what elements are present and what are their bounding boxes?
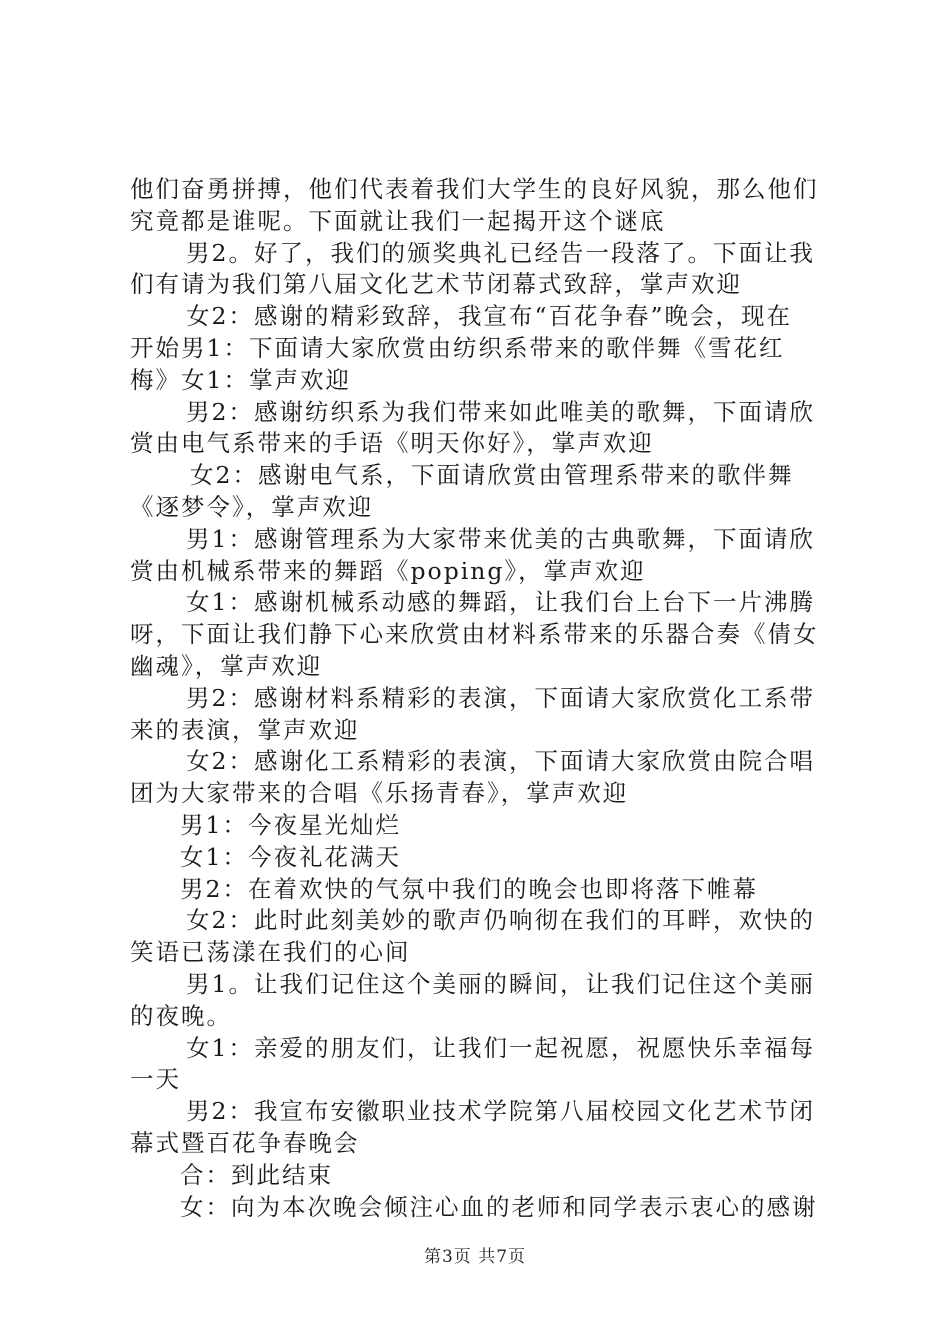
text-line: 梅》女1：掌声欢迎 [130,365,351,394]
page-number: 第3页 共7页 [423,1247,527,1267]
text-line: 一天 [130,1065,181,1094]
paragraph [130,1096,830,1160]
paragraph [130,746,830,810]
text-line: 呀，下面让我们静下心来欣赏由材料系带来的乐器合奏《倩女 [130,620,819,649]
paragraph [130,587,830,682]
text-line: 赏由机械系带来的舞蹈《poping》，掌声欢迎 [130,556,646,585]
text-line: 男1：今夜星光灿烂 [180,810,401,839]
text-line: 的夜晚。 [130,1001,232,1030]
paragraph [130,1160,830,1192]
text-line: 女2：感谢化工系精彩的表演，下面请大家欣赏由院合唱 [186,747,815,776]
text-line: 男2：感谢纺织系为我们带来如此唯美的歌舞，下面请欣 [186,397,815,426]
text-line: 男2：在着欢快的气氛中我们的晚会也即将落下帷幕 [180,874,758,903]
paragraph [130,301,830,396]
text-line: 女1：亲爱的朋友们，让我们一起祝愿，祝愿快乐幸福每 [186,1033,815,1062]
paragraph [130,397,830,461]
text-line: 男1。让我们记住这个美丽的瞬间，让我们记住这个美丽 [186,969,815,998]
paragraph [130,238,830,302]
text-line: 幕式暨百花争春晚会 [130,1128,360,1157]
paragraph [130,1033,830,1097]
text-line: 男2：感谢材料系精彩的表演，下面请大家欣赏化工系带 [186,683,815,712]
text-line: 们有请为我们第八届文化艺术节闭幕式致辞，掌声欢迎 [130,270,742,299]
text-line: 女2：感谢电气系，下面请欣赏由管理系带来的歌伴舞 [190,461,794,490]
text-line: 女：向为本次晚会倾注心血的老师和同学表示衷心的感谢 [180,1192,818,1221]
text-line: 来的表演，掌声欢迎 [130,715,360,744]
text-line: 女1：今夜礼花满天 [180,842,401,871]
paragraph [130,683,830,747]
text-line: 笑语已荡漾在我们的心间 [130,938,411,967]
text-line: 女2：此时此刻美妙的歌声仍响彻在我们的耳畔，欢快的 [186,906,815,935]
document-body [130,174,830,1223]
text-line: 幽魂》，掌声欢迎 [130,651,323,680]
text-line: 赏由电气系带来的手语《明天你好》，掌声欢迎 [130,429,654,458]
paragraph [130,842,830,874]
text-line: 女1：感谢机械系动感的舞蹈，让我们台上台下一片沸腾 [186,588,815,617]
paragraph [130,174,830,238]
text-line: 合：到此结束 [180,1160,333,1189]
page-footer [0,1242,950,1267]
text-line: 他们奋勇拼搏，他们代表着我们大学生的良好风貌，那么他们 [130,175,819,203]
text-line: 究竟都是谁呢。下面就让我们一起揭开这个谜底 [130,206,666,235]
paragraph [130,969,830,1033]
paragraph [130,1192,830,1224]
text-line: 男2：我宣布安徽职业技术学院第八届校园文化艺术节闭 [186,1097,815,1126]
text-line: 女2：感谢的精彩致辞，我宣布“百花争春”晚会，现在 [186,302,792,331]
text-line: 开始男1：下面请大家欣赏由纺织系带来的歌伴舞《雪花红 [130,333,785,362]
text-line: 男1：感谢管理系为大家带来优美的古典歌舞，下面请欣 [186,524,815,553]
paragraph [130,524,830,588]
text-line: 《逐梦令》，掌声欢迎 [130,492,374,521]
text-line: 团为大家带来的合唱《乐扬青春》，掌声欢迎 [130,779,629,808]
paragraph [130,905,830,969]
text-line: 男2。好了，我们的颁奖典礼已经告一段落了。下面让我 [186,238,815,267]
paragraph [130,810,830,842]
paragraph [130,874,830,906]
paragraph [130,460,830,524]
